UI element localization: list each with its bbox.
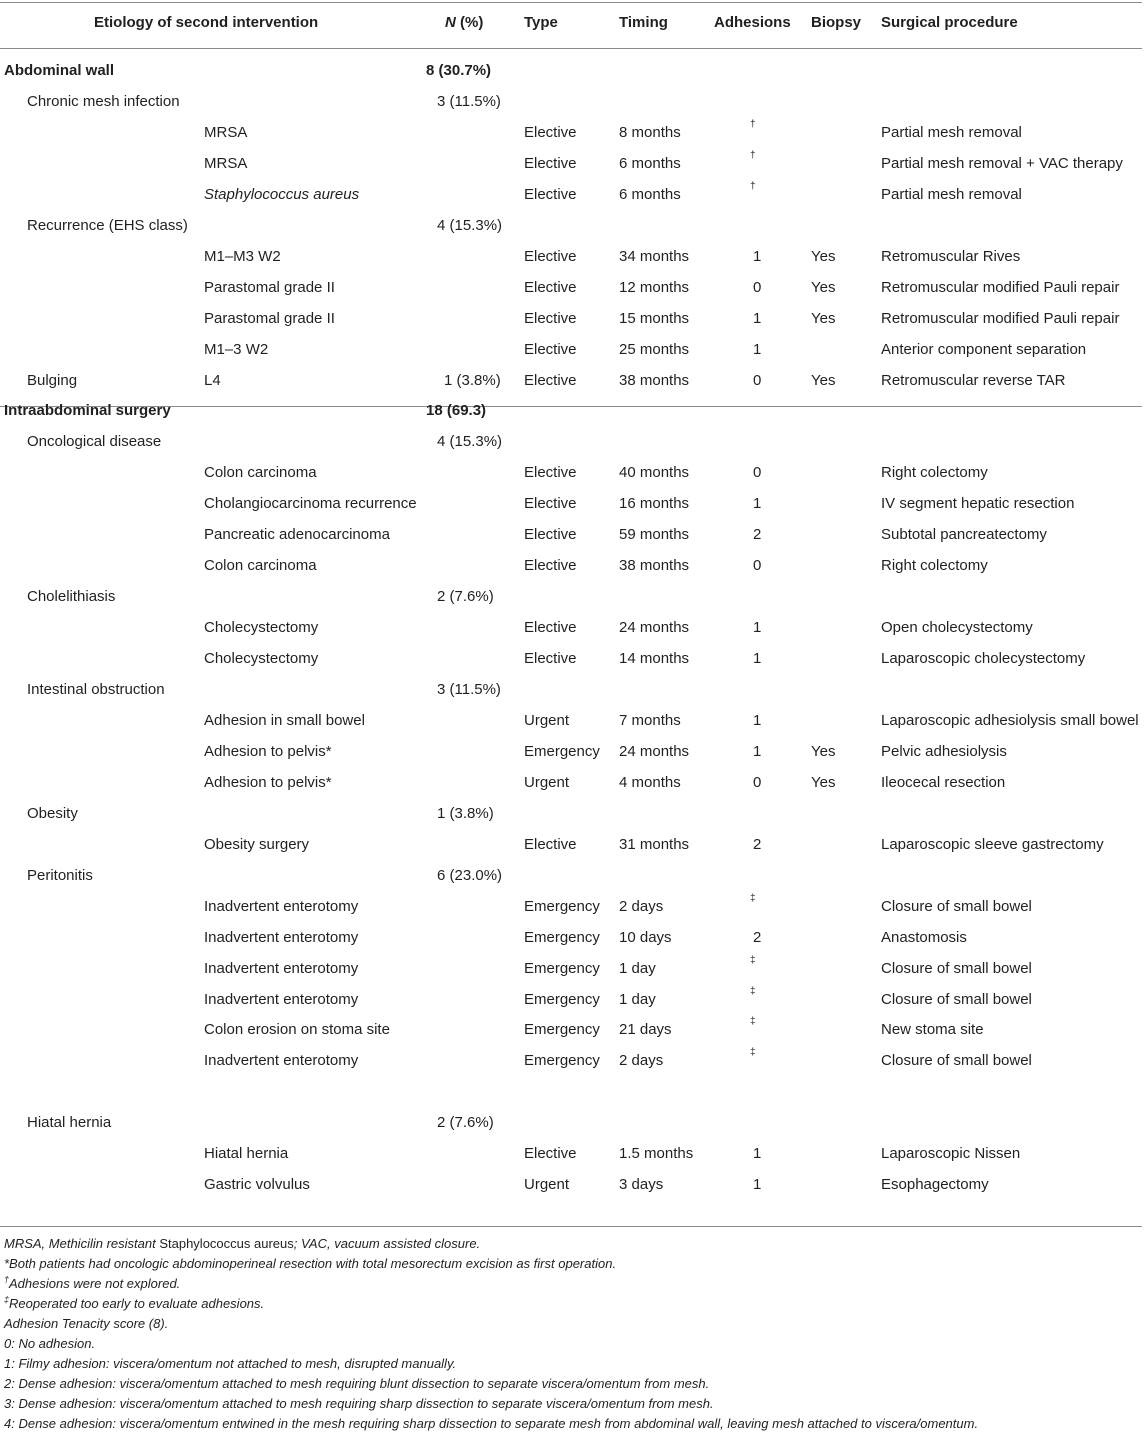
case-adhesions-mark: ‡: [750, 893, 756, 904]
footnote-score-3: 3: Dense adhesion: viscera/omentum attached to mesh requiring sharp dissection to separate viscera/omentum from mesh.: [4, 1396, 714, 1411]
case-procedure: Right colectomy: [881, 464, 988, 481]
case-label: Gastric volvulus: [204, 1176, 310, 1193]
case-label: Inadvertent enterotomy: [204, 929, 359, 946]
footnote-double-dagger-text: Reoperated too early to evaluate adhesions.: [9, 1296, 265, 1311]
header-n-symbol: N: [445, 14, 456, 31]
section-divider-rule: [0, 406, 1142, 407]
section-count: 18 (69.3): [426, 402, 487, 419]
group-label: Bulging: [27, 372, 78, 389]
case-type: Emergency: [524, 991, 600, 1008]
case-procedure: Laparoscopic adhesiolysis small bowel: [881, 712, 1139, 729]
case-timing: 38 months: [619, 372, 690, 389]
case-procedure: Retromuscular modified Pauli repair: [881, 279, 1120, 296]
footnote-dagger-text: Adhesions were not explored.: [9, 1276, 181, 1291]
group-count: 3 (11.5%): [437, 681, 501, 698]
case-procedure: Retromuscular Rives: [881, 248, 1021, 265]
header-bottom-rule: [0, 48, 1142, 49]
case-procedure: New stoma site: [881, 1021, 984, 1038]
case-adhesions: 1: [753, 619, 762, 636]
case-type: Elective: [524, 341, 577, 358]
case-procedure: Closure of small bowel: [881, 960, 1032, 977]
case-type: Emergency: [524, 960, 600, 977]
case-type: Urgent: [524, 1176, 570, 1193]
case-procedure: Laparoscopic Nissen: [881, 1145, 1021, 1162]
case-type: Elective: [524, 619, 577, 636]
case-adhesions: 1: [753, 310, 762, 327]
footnote-abbreviations: [4, 1236, 480, 1252]
case-timing: 59 months: [619, 526, 690, 543]
case-procedure: IV segment hepatic resection: [881, 495, 1075, 512]
section-label: Abdominal wall: [4, 62, 115, 79]
footnote-score-title: Adhesion Tenacity score (8).: [4, 1316, 169, 1331]
case-timing: 1 day: [619, 991, 656, 1008]
case-timing: 21 days: [619, 1021, 672, 1038]
footnote-score-0: 0: No adhesion.: [4, 1336, 96, 1351]
case-type: Elective: [524, 495, 577, 512]
case-procedure: Anastomosis: [881, 929, 967, 946]
case-procedure: Anterior component separation: [881, 341, 1087, 358]
case-procedure: Laparoscopic cholecystectomy: [881, 650, 1086, 667]
case-timing: 6 months: [619, 186, 681, 203]
case-procedure: Closure of small bowel: [881, 898, 1032, 915]
case-adhesions: 1: [753, 743, 762, 760]
case-timing: 31 months: [619, 836, 690, 853]
case-timing: 7 months: [619, 712, 681, 729]
case-timing: 1.5 months: [619, 1145, 694, 1162]
case-adhesions: 1: [753, 341, 762, 358]
case-type: Elective: [524, 526, 577, 543]
case-adhesions: 0: [753, 464, 762, 481]
case-adhesions: 2: [753, 929, 762, 946]
case-label: Colon erosion on stoma site: [204, 1021, 390, 1038]
case-timing: 12 months: [619, 279, 690, 296]
case-adhesions: 1: [753, 495, 762, 512]
case-label: Parastomal grade II: [204, 279, 335, 296]
case-type: Emergency: [524, 743, 600, 760]
case-label: Adhesion in small bowel: [204, 712, 365, 729]
case-adhesions: 1: [753, 1145, 762, 1162]
case-biopsy: Yes: [811, 248, 836, 265]
group-count: 1 (3.8%): [437, 805, 494, 822]
section-count: 8 (30.7%): [426, 62, 492, 79]
case-type: Urgent: [524, 712, 570, 729]
case-timing: 15 months: [619, 310, 690, 327]
case-label: Cholecystectomy: [204, 619, 319, 636]
header-etiology: Etiology of second intervention: [94, 14, 319, 31]
footnote-score-4: 4: Dense adhesion: viscera/omentum entwined in the mesh requiring sharp dissection to separate mesh from abdominal wall, leaving mesh attached to viscera/omentum.: [4, 1416, 979, 1431]
case-timing: 25 months: [619, 341, 690, 358]
case-label: Cholecystectomy: [204, 650, 319, 667]
group-label: Cholelithiasis: [27, 588, 116, 605]
case-timing: 40 months: [619, 464, 690, 481]
case-procedure: Open cholecystectomy: [881, 619, 1033, 636]
case-procedure: Closure of small bowel: [881, 1052, 1032, 1069]
group-count: 4 (15.3%): [437, 433, 503, 450]
group-label: Oncological disease: [27, 433, 162, 450]
footnote-abbrev-mrsa: MRSA, Methicilin resistant: [4, 1236, 160, 1251]
case-type: Urgent: [524, 774, 570, 791]
case-biopsy: Yes: [811, 743, 836, 760]
table-top-rule: [0, 2, 1142, 3]
case-label: Cholangiocarcinoma recurrence: [204, 495, 417, 512]
case-procedure: Closure of small bowel: [881, 991, 1032, 1008]
case-adhesions-mark: ‡: [750, 1016, 756, 1027]
group-label: Chronic mesh infection: [27, 93, 180, 110]
case-adhesions: 1: [753, 650, 762, 667]
footnote-abbrev-vac: ; VAC, vacuum assisted closure.: [293, 1236, 481, 1251]
case-adhesions: 2: [753, 526, 762, 543]
footnote-double-dagger-mark: ‡: [4, 1294, 10, 1305]
case-type: Elective: [524, 557, 577, 574]
case-timing: 1 day: [619, 960, 656, 977]
case-biopsy: Yes: [811, 774, 836, 791]
case-adhesions-mark: †: [750, 119, 756, 130]
header-biopsy: Biopsy: [811, 14, 862, 31]
case-timing: 24 months: [619, 743, 690, 760]
group-count: 2 (7.6%): [437, 588, 494, 605]
case-type: Elective: [524, 1145, 577, 1162]
case-type: Elective: [524, 279, 577, 296]
footnote-dagger: [4, 1276, 180, 1292]
case-adhesions: 1: [753, 248, 762, 265]
header-percent: (%): [455, 14, 484, 31]
case-type: Elective: [524, 186, 577, 203]
case-timing: 2 days: [619, 1052, 664, 1069]
case-procedure: Esophagectomy: [881, 1176, 989, 1193]
header-type: Type: [524, 14, 558, 31]
footnote-dagger-mark: †: [4, 1274, 10, 1285]
case-adhesions: 0: [753, 557, 762, 574]
case-type: Elective: [524, 124, 577, 141]
case-type: Emergency: [524, 929, 600, 946]
case-label: L4: [204, 372, 221, 389]
case-adhesions: 1: [753, 712, 762, 729]
case-label: Inadvertent enterotomy: [204, 960, 359, 977]
case-label: Inadvertent enterotomy: [204, 898, 359, 915]
table-bottom-rule: [0, 1226, 1142, 1227]
case-label: Colon carcinoma: [204, 464, 317, 481]
case-adhesions: 0: [753, 774, 762, 791]
group-label: Intestinal obstruction: [27, 681, 165, 698]
case-type: Elective: [524, 464, 577, 481]
case-procedure: Subtotal pancreatectomy: [881, 526, 1047, 543]
case-type: Elective: [524, 650, 577, 667]
case-timing: 2 days: [619, 898, 664, 915]
case-procedure: Ileocecal resection: [881, 774, 1006, 791]
case-adhesions-mark: ‡: [750, 955, 756, 966]
case-type: Emergency: [524, 1052, 600, 1069]
case-biopsy: Yes: [811, 310, 836, 327]
case-timing: 34 months: [619, 248, 690, 265]
footnote-score-2: 2: Dense adhesion: viscera/omentum attached to mesh requiring blunt dissection to separate viscera/omentum from mesh.: [4, 1376, 710, 1391]
header-procedure: Surgical procedure: [881, 14, 1018, 31]
case-label: MRSA: [204, 155, 248, 172]
case-label: M1–3 W2: [204, 341, 269, 358]
footnote-double-dagger: [4, 1296, 264, 1312]
case-type: Elective: [524, 836, 577, 853]
group-label: Obesity: [27, 805, 78, 822]
header-timing: Timing: [619, 14, 668, 31]
case-timing: 16 months: [619, 495, 690, 512]
case-timing: 14 months: [619, 650, 690, 667]
footnote-score-1: 1: Filmy adhesion: viscera/omentum not attached to mesh, disrupted manually.: [4, 1356, 457, 1371]
case-procedure: Partial mesh removal: [881, 186, 1022, 203]
case-timing: 4 months: [619, 774, 681, 791]
case-timing: 3 days: [619, 1176, 664, 1193]
case-type: Elective: [524, 372, 577, 389]
group-label: Peritonitis: [27, 867, 93, 884]
case-timing: 8 months: [619, 124, 681, 141]
case-adhesions-mark: †: [750, 150, 756, 161]
case-adhesions-mark: ‡: [750, 1047, 756, 1058]
case-label: Inadvertent enterotomy: [204, 991, 359, 1008]
case-procedure: Partial mesh removal: [881, 124, 1022, 141]
case-label: Adhesion to pelvis*: [204, 743, 332, 760]
case-label: Colon carcinoma: [204, 557, 317, 574]
case-label: Parastomal grade II: [204, 310, 335, 327]
case-type: Elective: [524, 248, 577, 265]
case-procedure: Pelvic adhesiolysis: [881, 743, 1007, 760]
case-biopsy: Yes: [811, 372, 836, 389]
group-count: 3 (11.5%): [437, 93, 501, 110]
case-label: Inadvertent enterotomy: [204, 1052, 359, 1069]
case-label: Staphylococcus aureus: [204, 186, 360, 203]
section-label: Intraabdominal surgery: [4, 402, 171, 419]
case-timing: 10 days: [619, 929, 672, 946]
case-type: Emergency: [524, 1021, 600, 1038]
group-count: 2 (7.6%): [437, 1114, 494, 1131]
case-procedure: Right colectomy: [881, 557, 988, 574]
case-adhesions: 1: [753, 1176, 762, 1193]
case-label: Pancreatic adenocarcinoma: [204, 526, 390, 543]
footnote-abbrev-organism: Staphylococcus aureus: [159, 1236, 294, 1251]
case-label: M1–M3 W2: [204, 248, 281, 265]
case-biopsy: Yes: [811, 279, 836, 296]
case-type: Elective: [524, 155, 577, 172]
group-label: Recurrence (EHS class): [27, 217, 188, 234]
header-adhesions: Adhesions: [714, 14, 791, 31]
case-label: Obesity surgery: [204, 836, 310, 853]
header-n-percent: [445, 14, 483, 32]
case-procedure: Retromuscular reverse TAR: [881, 372, 1066, 389]
case-type: Emergency: [524, 898, 600, 915]
case-timing: 6 months: [619, 155, 681, 172]
case-procedure: Partial mesh removal + VAC therapy: [881, 155, 1123, 172]
case-type: Elective: [524, 310, 577, 327]
case-adhesions-mark: ‡: [750, 986, 756, 997]
group-count: 1 (3.8%): [444, 372, 501, 389]
case-adhesions: 0: [753, 279, 762, 296]
group-count: 6 (23.0%): [437, 867, 503, 884]
case-label: MRSA: [204, 124, 248, 141]
case-label: Hiatal hernia: [204, 1145, 289, 1162]
case-adhesions-mark: †: [750, 181, 756, 192]
case-adhesions: 2: [753, 836, 762, 853]
case-procedure: Laparoscopic sleeve gastrectomy: [881, 836, 1104, 853]
case-procedure: Retromuscular modified Pauli repair: [881, 310, 1120, 327]
footnote-star: *Both patients had oncologic abdominoperineal resection with total mesorectum excision as first operation.: [4, 1256, 617, 1271]
group-count: 4 (15.3%): [437, 217, 503, 234]
group-label: Hiatal hernia: [27, 1114, 112, 1131]
case-timing: 24 months: [619, 619, 690, 636]
case-adhesions: 0: [753, 372, 762, 389]
case-label: Adhesion to pelvis*: [204, 774, 332, 791]
case-timing: 38 months: [619, 557, 690, 574]
